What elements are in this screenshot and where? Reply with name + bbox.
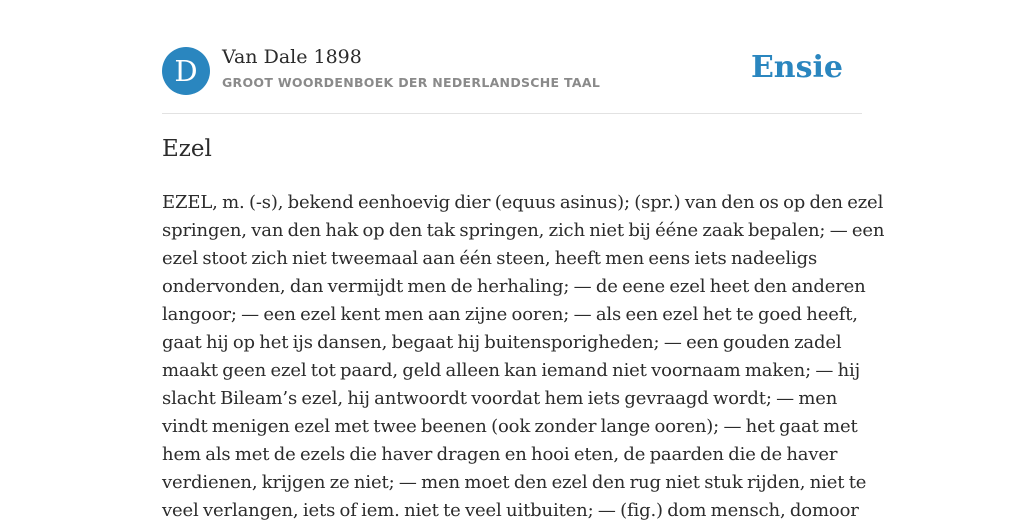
definition-line: veel verlangen, iets of iem. niet te veel uitbuiten; — (fig.) dom mensch, domoor — [162, 500, 859, 521]
entry-headword: Ezel — [162, 136, 212, 162]
definition-line: verdienen, krijgen ze niet; — men moet den ezel den rug niet stuk rijden, niet te — [162, 472, 867, 493]
entry-definition — [162, 189, 885, 525]
definition-line: slacht Bileam’s ezel, hij antwoordt voordat hem iets gevraagd wordt; — men — [162, 388, 838, 409]
definition-line: vindt menigen ezel met twee beenen (ook zonder lange ooren); — het gaat met — [162, 416, 858, 437]
definition-line: hem als met de ezels die haver dragen en hooi eten, de paarden die de haver — [162, 444, 838, 465]
source-avatar[interactable]: D — [162, 47, 210, 95]
definition-line: EZEL, m. (-s), bekend eenhoevig dier (equus asinus); (spr.) van den os op den ezel — [162, 192, 884, 213]
source-subtitle: GROOT WOORDENBOEK DER NEDERLANDSCHE TAAL — [222, 75, 601, 90]
definition-line: gaat hij op het ijs dansen, begaat hij buitensporigheden; — een gouden zadel — [162, 332, 842, 353]
definition-line: springen, van den hak op den tak springen, zich niet bij ééne zaak bepalen; — een — [162, 220, 885, 241]
definition-line: ondervonden, dan vermijdt men de herhaling; — de eene ezel heet den anderen — [162, 276, 866, 297]
source-title[interactable]: Van Dale 1898 — [222, 46, 362, 68]
brand-logo-link[interactable]: Ensie — [750, 50, 843, 85]
page — [162, 0, 885, 521]
definition-line: langoor; — een ezel kent men aan zijne ooren; — als een ezel het te goed heeft, — [162, 304, 858, 325]
header — [162, 0, 862, 114]
definition-line: maakt geen ezel tot paard, geld alleen kan iemand niet voornaam maken; — hij — [162, 360, 861, 381]
definition-line: ezel stoot zich niet tweemaal aan één steen, heeft men eens iets nadeeligs — [162, 248, 818, 269]
